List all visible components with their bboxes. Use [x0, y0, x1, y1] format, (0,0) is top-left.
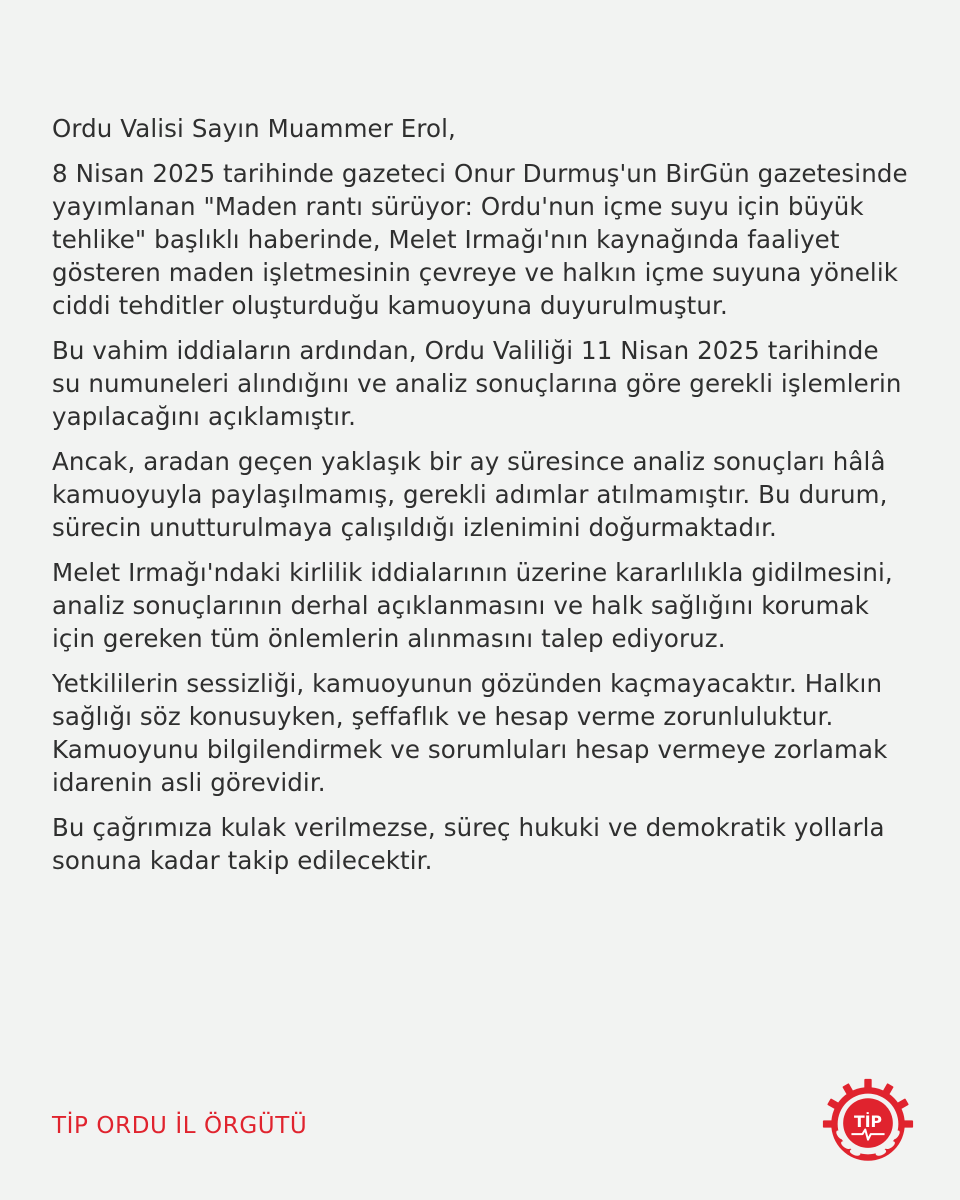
- organization-signature: TİP ORDU İL ÖRGÜTÜ: [52, 1113, 308, 1139]
- letter-paragraph-3: Ancak, aradan geçen yaklaşık bir ay süresince analiz sonuçları hâlâ kamuoyuyla paylaşılmamış, gerekli adımlar atılmamıştır. Bu durum, sürecin unutturulmaya çalışıldığı izlenimini doğurmaktadır.: [52, 447, 888, 542]
- letter-salutation: Ordu Valisi Sayın Muammer Erol,: [52, 114, 456, 143]
- letter-paragraph-5: Yetkililerin sessizliği, kamuoyunun gözünden kaçmayacaktır. Halkın sağlığı söz konusuyken, şeffaflık ve hesap verme zorunluluktur. Kamuoyunu bilgilendirmek ve sorumluları hesap vermeye zorlamak idarenin asli görevidir.: [52, 669, 888, 797]
- letter-paragraph-4: Melet Irmağı'ndaki kirlilik iddialarının üzerine kararlılıkla gidilmesini, analiz sonuçlarının derhal açıklanmasını ve halk sağlığını korumak için gereken tüm önlemlerin alınmasını talep ediyoruz.: [52, 558, 893, 653]
- logo-text: TİP: [854, 1111, 882, 1131]
- letter-body: [52, 112, 912, 889]
- letter-paragraph-1: 8 Nisan 2025 tarihinde gazeteci Onur Durmuş'un BirGün gazetesinde yayımlanan "Maden rantı sürüyor: Ordu'nun içme suyu için büyük tehlike" başlıklı haberinde, Melet Irmağı'nın kaynağında faaliyet gösteren maden işletmesinin çevreye ve halkın içme suyuna yönelik ciddi tehditler oluşturduğu kamuoyuna duyurulmuştur.: [52, 159, 908, 320]
- tip-party-emblem-icon: [822, 1078, 914, 1170]
- letter-paragraph-6: Bu çağrımıza kulak verilmezse, süreç hukuki ve demokratik yollarla sonuna kadar takip edilecektir.: [52, 813, 885, 875]
- letter-paragraph-2: Bu vahim iddiaların ardından, Ordu Valiliği 11 Nisan 2025 tarihinde su numuneleri alındığını ve analiz sonuçlarına göre gerekli işlemlerin yapılacağını açıklamıştır.: [52, 336, 902, 431]
